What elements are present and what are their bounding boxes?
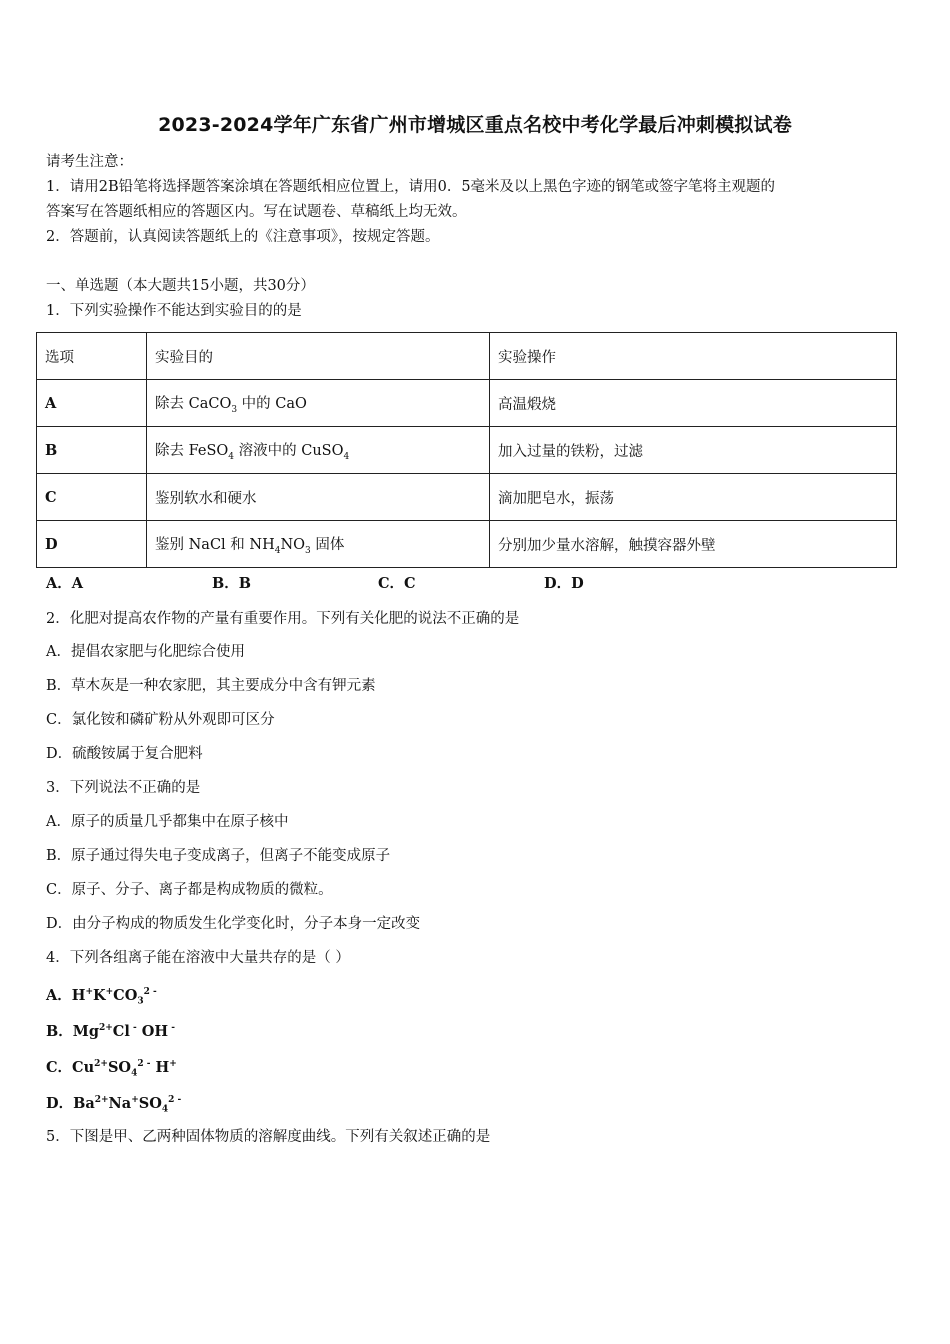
q5-stem: 5．下图是甲、乙两种固体物质的溶解度曲线。下列有关叙述正确的是 (46, 1129, 491, 1145)
q2-option-b: B．草木灰是一种农家肥，其主要成分中含有钾元素 (46, 678, 376, 694)
q1-table (36, 332, 897, 568)
notice-line-1b: 答案写在答题纸相应的答题区内。写在试题卷、草稿纸上均无效。 (46, 204, 467, 220)
row-operation: 加入过量的铁粉，过滤 (490, 427, 897, 474)
header-operation: 实验操作 (490, 333, 897, 380)
q3-option-c: C．原子、分子、离子都是构成物质的微粒。 (46, 882, 333, 898)
q4-option-b: B．$Mg^{2+}Cl$ - OH - (46, 1022, 175, 1040)
q1-answer-options (46, 574, 710, 594)
row-operation: 分别加少量水溶解，触摸容器外壁 (490, 521, 897, 568)
q3-stem: 3．下列说法不正确的是 (46, 780, 201, 796)
q2-stem: 2．化肥对提高农作物的产量有重要作用。下列有关化肥的说法不正确的是 (46, 611, 520, 627)
q4-option-d: D．$Ba^{2+}Na^+SO_4^{2 -}$ (46, 1094, 182, 1115)
q4-option-c: C．$Cu^{2+}SO_4^{2 -}$ H+ (46, 1058, 177, 1079)
section-heading: 一、单选题（本大题共15小题，共30分） (46, 278, 315, 294)
page-title: 2023-2024学年广东省广州市增城区重点名校中考化学最后冲刺模拟试卷 (158, 114, 792, 136)
row-goal: 除去 CaCO$_3$ 中的 CaO (147, 380, 490, 427)
row-option: D (37, 521, 147, 568)
row-operation: 高温煅烧 (490, 380, 897, 427)
answer-option-a: A．A (46, 575, 84, 592)
q1-stem: 1．下列实验操作不能达到实验目的的是 (46, 303, 302, 319)
header-goal: 实验目的 (147, 333, 490, 380)
q3-option-d: D．由分子构成的物质发生化学变化时，分子本身一定改变 (46, 916, 421, 932)
row-option: C (37, 474, 147, 521)
q2-option-d: D．硫酸铵属于复合肥料 (46, 746, 203, 762)
row-operation: 滴加肥皂水，振荡 (490, 474, 897, 521)
q3-option-b: B．原子通过得失电子变成离子，但离子不能变成原子 (46, 848, 391, 864)
q3-option-a: A．原子的质量几乎都集中在原子核中 (46, 814, 289, 830)
q4-option-a: A．$H^+K^+CO_3^{2 -}$ (46, 986, 157, 1007)
table-row (37, 521, 897, 568)
notice-heading: 请考生注意： (46, 154, 133, 170)
table-row (37, 380, 897, 427)
table-header-row (37, 333, 897, 380)
table-row (37, 474, 897, 521)
q2-option-a: A．提倡农家肥与化肥综合使用 (46, 644, 245, 660)
header-option: 选项 (37, 333, 147, 380)
row-goal: 鉴别软水和硬水 (147, 474, 490, 521)
row-goal: 除去 FeSO$_4$ 溶液中的 CuSO$_4$ (147, 427, 490, 474)
row-option: B (37, 427, 147, 474)
row-goal: 鉴别 NaCl 和 $NH_4NO_3$ 固体 (147, 521, 490, 568)
notice-line-2: 2．答题前，认真阅读答题纸上的《注意事项》，按规定答题。 (46, 229, 440, 245)
answer-option-b: B．B (212, 575, 252, 592)
answer-option-d: D．D (544, 575, 584, 592)
q2-option-c: C．氯化铵和磷矿粉从外观即可区分 (46, 712, 275, 728)
notice-line-1: 1．请用2B铅笔将选择题答案涂填在答题纸相应位置上，请用0．5毫米及以上黑色字迹的钢笔或签字笔将主观题的 (46, 179, 776, 195)
row-option: A (37, 380, 147, 427)
q4-stem: 4．下列各组离子能在溶液中大量共存的是（ ） (46, 950, 350, 966)
answer-option-c: C．C (378, 575, 416, 592)
table-row (37, 427, 897, 474)
